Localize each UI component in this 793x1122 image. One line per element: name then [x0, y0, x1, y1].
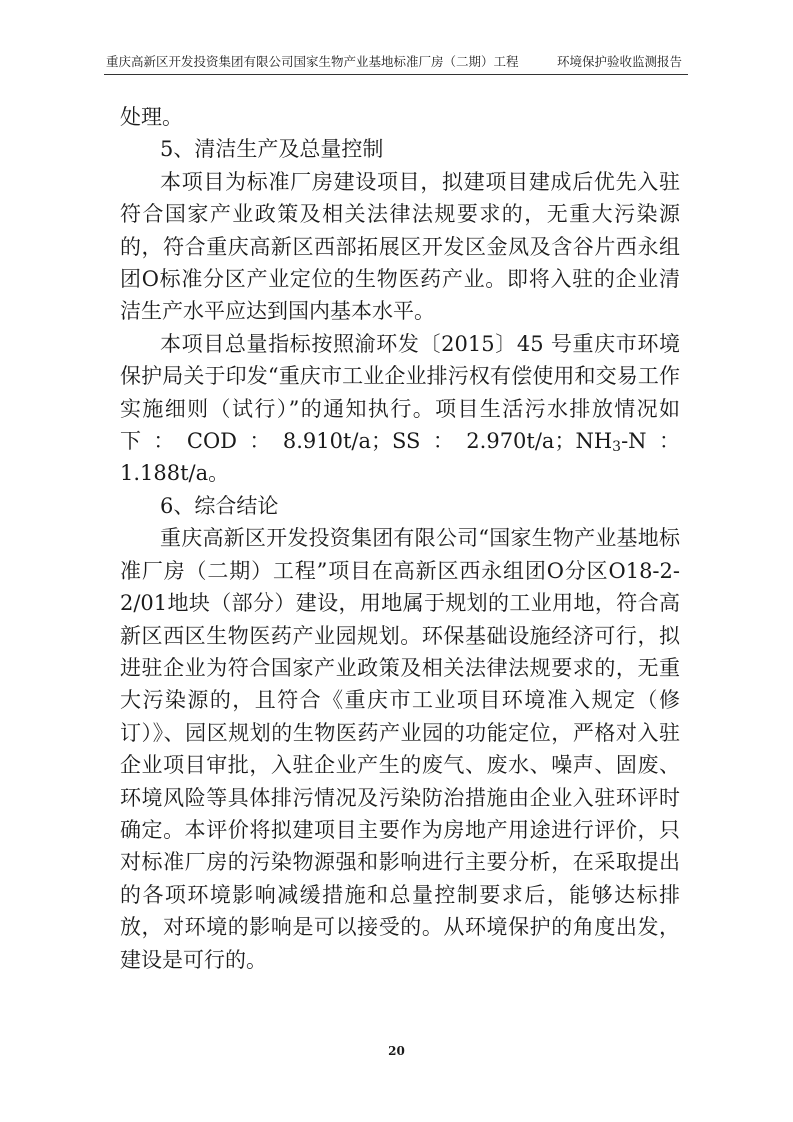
total-control-text-end: -N：1.188t/a。	[120, 429, 680, 486]
header-report-title: 环境保护验收监测报告	[556, 54, 682, 69]
paragraph-clean-production: 本项目为标准厂房建设项目，拟建项目建成后优先入驻符合国家产业政策及相关法律法规要求的，无重大污染源的，符合重庆高新区西部拓展区开发区金凤及含谷片西永组团O标准分区产业定位的生物医药产业。即将入驻的企业清洁生产水平应达到国内基本水平。	[120, 169, 680, 324]
document-body	[120, 101, 680, 976]
paragraph-total-control	[120, 328, 680, 490]
header-project-title: 重庆高新区开发投资集团有限公司国家生物产业基地标准厂房（二期）工程	[106, 54, 519, 69]
paragraph-continuation: 处理。	[120, 105, 183, 129]
page-number: 20	[388, 1044, 405, 1058]
section-heading-conclusion: 6、综合结论	[160, 493, 279, 518]
section-heading-clean-production: 5、清洁生产及总量控制	[160, 137, 384, 162]
nh3-subscript: 3	[612, 439, 622, 456]
total-control-text: 本项目总量指标按照渝环发〔2015〕45 号重庆市环境保护局关于印发“重庆市工业企业排污权有偿使用和交易工作实施细则（试行）”的通知执行。项目生活污水排放情况如下：COD：8.910t/a；SS：2.970t/a；NH	[120, 331, 680, 454]
paragraph-conclusion: 重庆高新区开发投资集团有限公司“国家生物产业基地标准厂房（二期）工程”项目在高新区西永组团O分区O18-2-2/01地块（部分）建设，用地属于规划的工业用地，符合高新区西区生物医药产业园规划。环保基础设施经济可行，拟进驻企业为符合国家产业政策及相关法律法规要求的，无重大污染源的，且符合《重庆市工业项目环境准入规定（修 订）》、园区规划的生物医药产业园的功能定位，严格对入驻企业项目审批，入驻企业产生的废气、废水、噪声、固废、环境风险等具体排污情况及污染防治措施由企业入驻环评时确定。本评价将拟建项目主要作为房地产用途进行评价，只对标准厂房的污染物源强和影响进行主要分析，在采取提出的各项环境影响减缓措施和总量控制要求后，能够达标排放，对环境的影响是可以接受的。从环境保护的角度出发，建设是可行的。	[120, 526, 680, 972]
page-header	[104, 50, 688, 75]
